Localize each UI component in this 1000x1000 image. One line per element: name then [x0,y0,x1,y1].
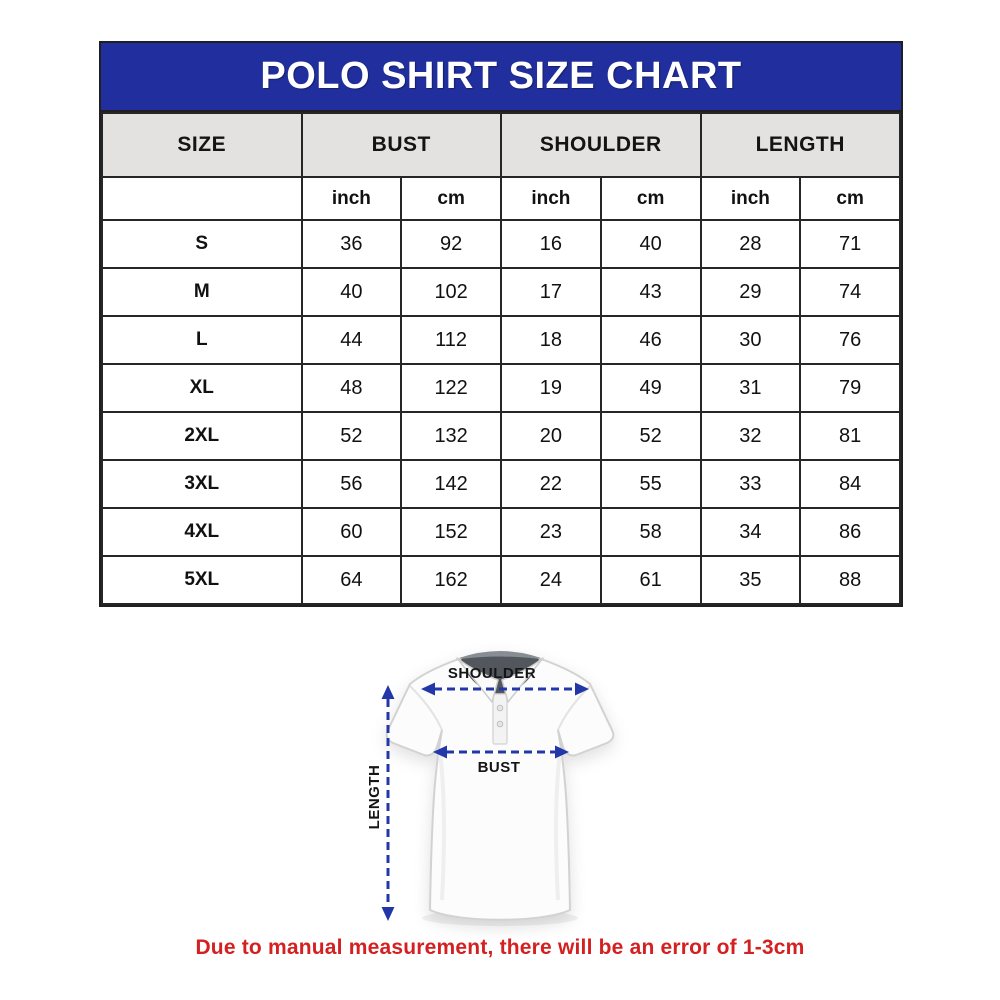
value-cell: 30 [701,316,801,364]
size-cell: L [102,316,302,364]
value-cell: 92 [401,220,501,268]
value-cell: 88 [800,556,900,604]
value-cell: 74 [800,268,900,316]
value-cell: 34 [701,508,801,556]
value-cell: 102 [401,268,501,316]
chart-title-bar [101,43,901,112]
table-row-2xl [102,412,900,460]
value-cell: 40 [302,268,402,316]
value-cell: 22 [501,460,601,508]
unit-cell: cm [800,177,900,220]
column-header-size: SIZE [102,113,302,177]
value-cell: 152 [401,508,501,556]
column-header-length: LENGTH [701,113,901,177]
table-row-3xl [102,460,900,508]
shoulder-measure-label: SHOULDER [447,665,537,682]
value-cell: 60 [302,508,402,556]
value-cell: 36 [302,220,402,268]
unit-cell: cm [401,177,501,220]
value-cell: 84 [800,460,900,508]
chart-title: POLO SHIRT SIZE CHART [260,55,742,97]
value-cell: 32 [701,412,801,460]
size-cell: 2XL [102,412,302,460]
size-cell: 3XL [102,460,302,508]
measurement-disclaimer: Due to manual measurement, there will be an error of 1-3cm [195,936,805,959]
shoulder-arrowhead-left [421,683,435,696]
size-chart-panel [99,41,903,607]
value-cell: 64 [302,556,402,604]
length-arrowhead-top [382,685,395,699]
value-cell: 23 [501,508,601,556]
column-header-shoulder: SHOULDER [501,113,701,177]
table-row-5xl [102,556,900,604]
bust-arrowhead-left [433,746,447,759]
value-cell: 52 [302,412,402,460]
value-cell: 112 [401,316,501,364]
value-cell: 40 [601,220,701,268]
value-cell: 48 [302,364,402,412]
value-cell: 61 [601,556,701,604]
value-cell: 31 [701,364,801,412]
value-cell: 142 [401,460,501,508]
unit-cell: cm [601,177,701,220]
table-row-s [102,220,900,268]
value-cell: 76 [800,316,900,364]
table-row-xl [102,364,900,412]
value-cell: 71 [800,220,900,268]
value-cell: 81 [800,412,900,460]
table-row-l [102,316,900,364]
bust-measure-label: BUST [477,759,521,776]
unit-cell: inch [501,177,601,220]
unit-cell: inch [701,177,801,220]
value-cell: 43 [601,268,701,316]
value-cell: 20 [501,412,601,460]
value-cell: 19 [501,364,601,412]
value-cell: 55 [601,460,701,508]
size-cell: XL [102,364,302,412]
length-measure-label: LENGTH [366,764,383,830]
value-cell: 58 [601,508,701,556]
value-cell: 28 [701,220,801,268]
bust-arrowhead-right [555,746,569,759]
table-group-header-row [102,113,900,177]
value-cell: 86 [800,508,900,556]
value-cell: 17 [501,268,601,316]
size-cell: 4XL [102,508,302,556]
table-row-m [102,268,900,316]
value-cell: 162 [401,556,501,604]
length-arrowhead-bottom [382,907,395,921]
value-cell: 49 [601,364,701,412]
size-cell: M [102,268,302,316]
table-row-4xl [102,508,900,556]
value-cell: 35 [701,556,801,604]
unit-cell: inch [302,177,402,220]
value-cell: 16 [501,220,601,268]
value-cell: 122 [401,364,501,412]
value-cell: 18 [501,316,601,364]
value-cell: 79 [800,364,900,412]
unit-cell-empty [102,177,302,220]
value-cell: 46 [601,316,701,364]
value-cell: 132 [401,412,501,460]
column-header-bust: BUST [302,113,502,177]
value-cell: 44 [302,316,402,364]
value-cell: 52 [601,412,701,460]
shoulder-arrowhead-right [575,683,589,696]
size-cell: 5XL [102,556,302,604]
value-cell: 33 [701,460,801,508]
table-unit-row [102,177,900,220]
value-cell: 56 [302,460,402,508]
size-table [101,112,901,605]
size-cell: S [102,220,302,268]
value-cell: 24 [501,556,601,604]
value-cell: 29 [701,268,801,316]
